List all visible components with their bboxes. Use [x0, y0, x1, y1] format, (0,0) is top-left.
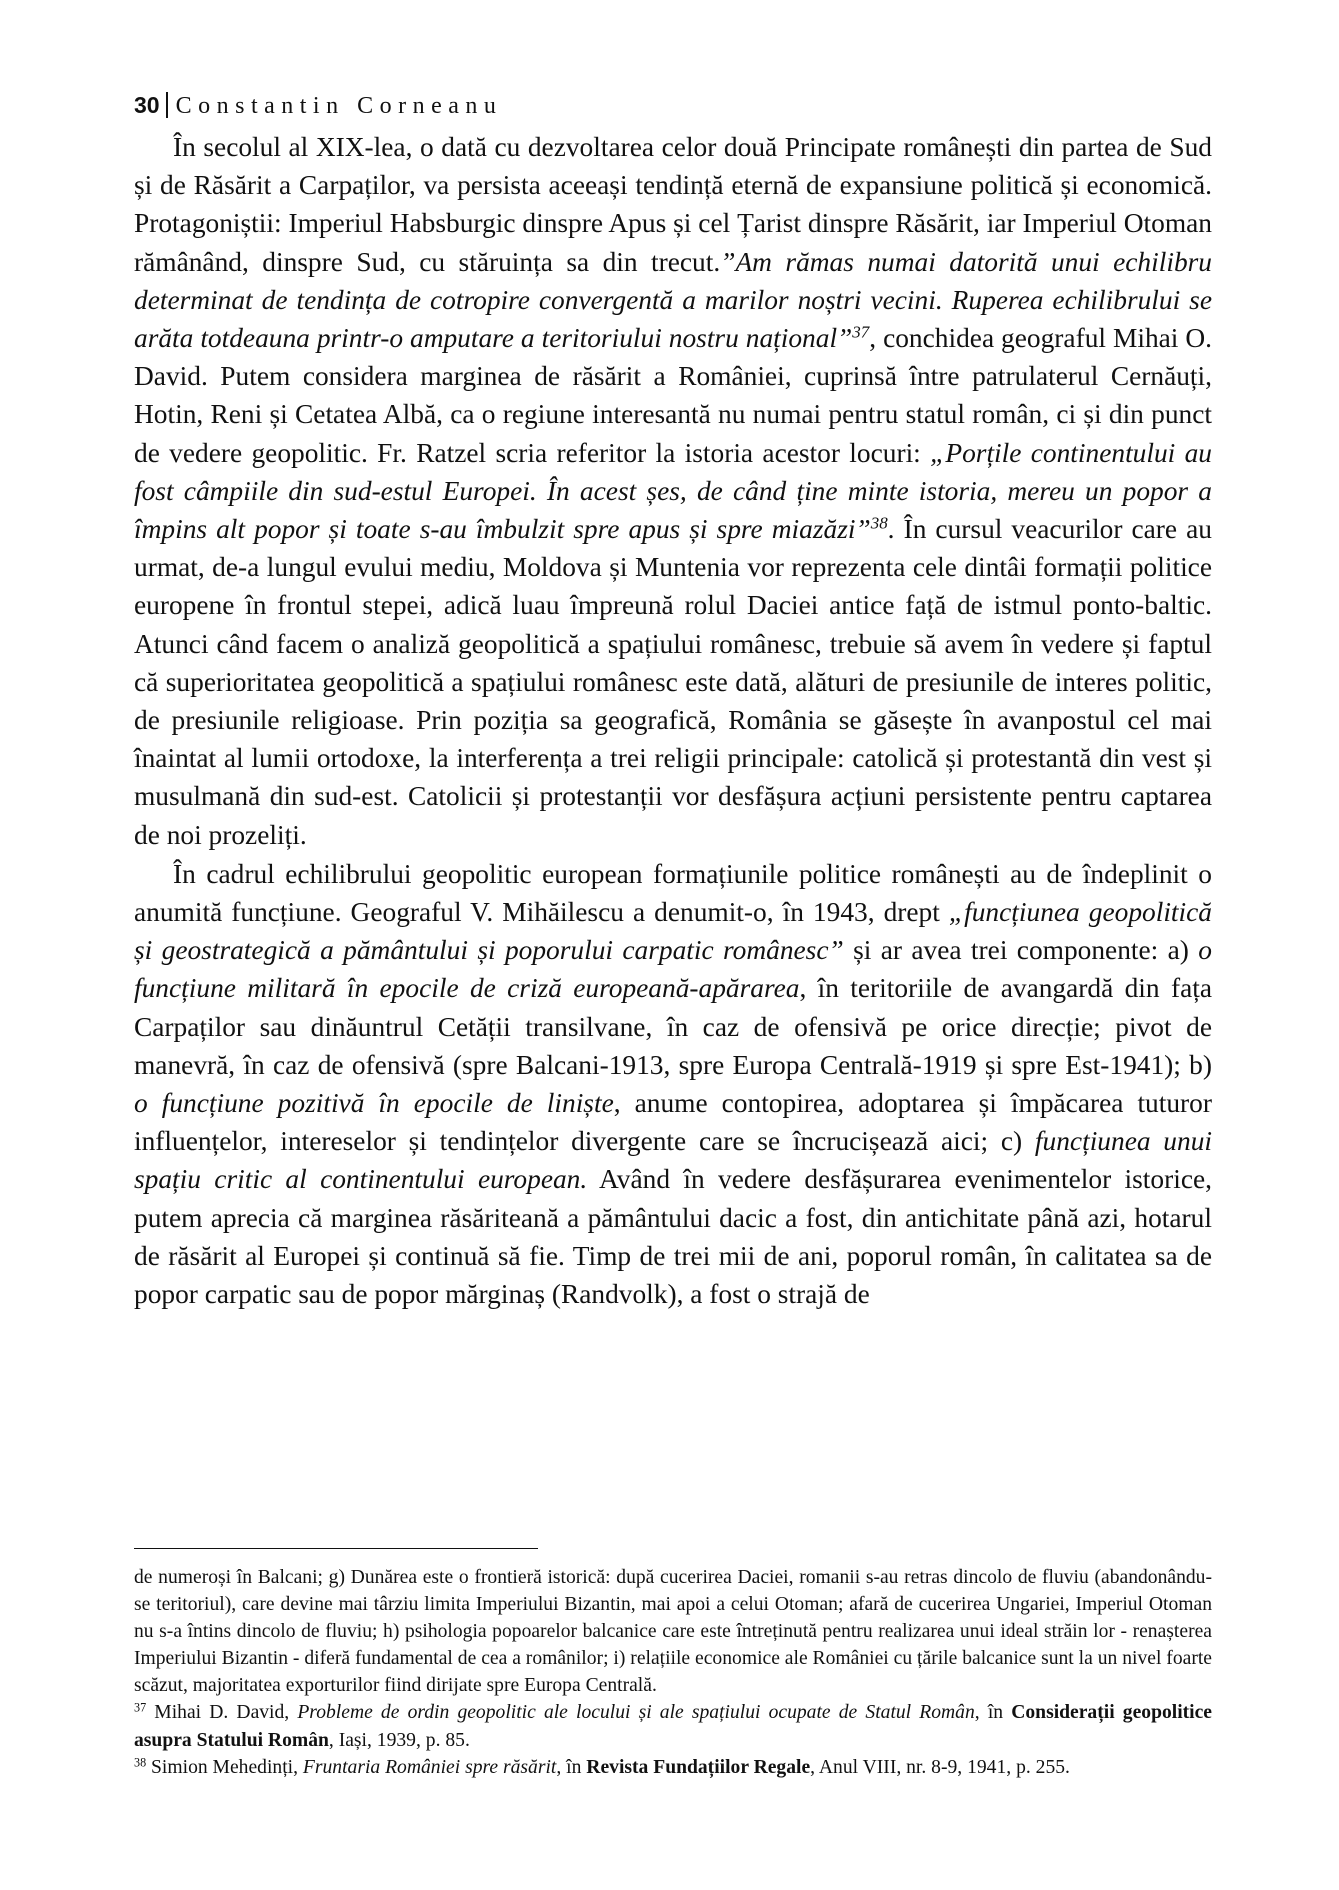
- footnote-ref: 37: [134, 1700, 147, 1715]
- text-run: , anume contopirea, adoptarea și împăcarea tuturor influențelor, intereselor și tendințelor divergente care se încrucișează aici; c): [134, 1088, 1212, 1157]
- italic-text: Fruntaria României spre răsărit: [302, 1756, 557, 1778]
- body-paragraph-1: [134, 128, 1212, 854]
- text-run: , în teritoriile de avangardă din fața Carpaților sau dinăuntrul Cetății transilvane, în caz de ofensivă pe orice direcție; pivot de manevră, în caz de ofensivă (spre Balcani-1913, spre Europa Centrală-1919 și spre Est-1941); b): [134, 973, 1212, 1080]
- text-run: În cadrul echilibrului geopolitic european formațiunile politice românești au de îndeplinit o anumită funcțiune. Geograful V. Mihăilescu a denumit-o, în 1943, drept: [134, 858, 1212, 928]
- running-head: [134, 88, 1212, 122]
- body-text: [134, 128, 1212, 1313]
- italic-text: „Porțile continentului au fost câmpiile din sud-estul Europei. În acest șes, de când ține minte istoria, mereu un popor a împins alt popor și toate s-au îmbulzit spre apus și spre miazăzi”: [134, 437, 1213, 545]
- text-run: În secolul al XIX-lea, o dată cu dezvoltarea celor două Principate românești din partea de Sud și de Răsărit a Carpaților, va persista aceeași tendință eternă de expansiune politică și economică. Protagoniștii: Imperiul Habsburgic dinspre Apus și cel Țarist dinspre Răsărit, iar Imperiul Otoman rămânând, dinspre Sud, cu stăruința sa din trecut.: [134, 132, 1212, 277]
- italic-text: „funcțiunea geopolitică și geostrategică a pământului și poporului carpatic românesc”: [134, 897, 1212, 966]
- page-number: 30: [134, 92, 160, 118]
- text-run: , Iași, 1939, p. 85.: [328, 1729, 470, 1751]
- text-run: , în: [556, 1756, 587, 1778]
- footnote-38: [134, 1754, 1212, 1781]
- footnote-separator: [134, 1548, 538, 1549]
- text-run: de numeroși în Balcani; g) Dunărea este o frontieră istorică: după cucerirea Daciei, romanii s-au retras dincolo de fluviu (abandonându-se teritoriul), care devine mai târziu limita Imperiului Bizantin, mai apoi a celui Otoman; afară de cucerirea Ungariei, Imperiul Otoman nu s-a întins dincolo de fluviu; h) psihologia popoarelor balcanice care este întreținută pentru realizarea unui ideal străin lor - renașterea Imperiului Bizantin - diferă fundamental de cea a românilor; i) relațiile economice ale României cu țările balcanice sunt la un nivel foarte scăzut, majoritatea exporturilor fiind dirijate spre Europa Centrală.: [134, 1567, 1212, 1697]
- text-run: , în: [974, 1702, 1012, 1724]
- text-run: . În cursul veacurilor care au urmat, de-a lungul evului mediu, Moldova și Muntenia vor reprezenta cele dintâi formații politice europene în frontul stepei, adică luau împreună rolul Daciei antice față de istmul ponto-baltic. Atunci când facem o analiză geopolitică a spațiului românesc, trebuie să avem în vedere și faptul că superioritatea geopolitică a spațiului românesc este dată, alături de presiunile de interes politic, de presiunile religioase. Prin poziția sa geografică, România se găsește în avanpostul cel mai înaintat al lumii ortodoxe, la interferența a trei religii principale: catolică și protestantă din vest și musulmană din sud-est. Catolicii și protestanții vor desfășura acțiuni persistente pentru captarea de noi prozeliți.: [134, 514, 1212, 850]
- text-run: Mihai D. David,: [146, 1702, 298, 1724]
- page: [134, 88, 1212, 1313]
- footnotes: [134, 1564, 1212, 1781]
- text-run: Având în vedere desfășurarea evenimentelor istorice, putem aprecia că marginea răsăriteană a pământului dacic a fost, din antichitate până azi, hotarul de răsărit al Europei și continuă să fie. Timp de trei mii de ani, poporul român, în calitatea sa de popor carpatic sau de popor mărginaș (Randvolk), a fost o strajă de: [134, 1164, 1212, 1310]
- bold-text: Considerații geopolitice asupra Statului Român: [134, 1702, 1213, 1751]
- italic-text: o funcțiune pozitivă în epocile de liniște: [134, 1088, 614, 1119]
- italic-text: o funcțiune militară în epocile de criză europeană-apărarea: [134, 935, 1212, 1004]
- italic-text: Probleme de ordin geopolitic ale locului și ale spațiului ocupate de Statul Român: [297, 1702, 975, 1724]
- body-paragraph-2: [134, 855, 1212, 1313]
- footnote-continued: [134, 1564, 1212, 1699]
- header-divider: [166, 92, 168, 118]
- text-run: Simion Mehedinți,: [146, 1756, 303, 1778]
- italic-text: funcțiunea unui spațiu critic al continentului european.: [134, 1126, 1212, 1195]
- italic-text: ”Am rămas numai datorită unui echilibru determinat de tendința de cotropire convergentă a marilor noștri vecini. Ruperea echilibrului se arăta totdeauna printr-o amputare a teritoriului nostru național”: [134, 246, 1212, 354]
- text-run: , conchidea geograful Mihai O. David. Putem considera marginea de răsărit a României, cuprinsă între patrulaterul Cernăuți, Hotin, Reni și Cetatea Albă, ca o regiune interesantă nu numai pentru statul român, ci și din punct de vedere geopolitic. Fr. Ratzel scria referitor la istoria acestor locuri:: [134, 323, 1212, 468]
- footnote-ref: 37: [852, 322, 870, 342]
- footnote-37: [134, 1699, 1212, 1753]
- bold-text: Revista Fundațiilor Regale: [586, 1756, 811, 1778]
- footnote-ref: 38: [134, 1754, 147, 1769]
- text-run: și ar avea trei componente: a): [843, 935, 1199, 966]
- author-name: Constantin Corneanu: [175, 93, 503, 119]
- text-run: , Anul VIII, nr. 8-9, 1941, p. 255.: [810, 1756, 1070, 1778]
- footnote-ref: 38: [870, 513, 888, 533]
